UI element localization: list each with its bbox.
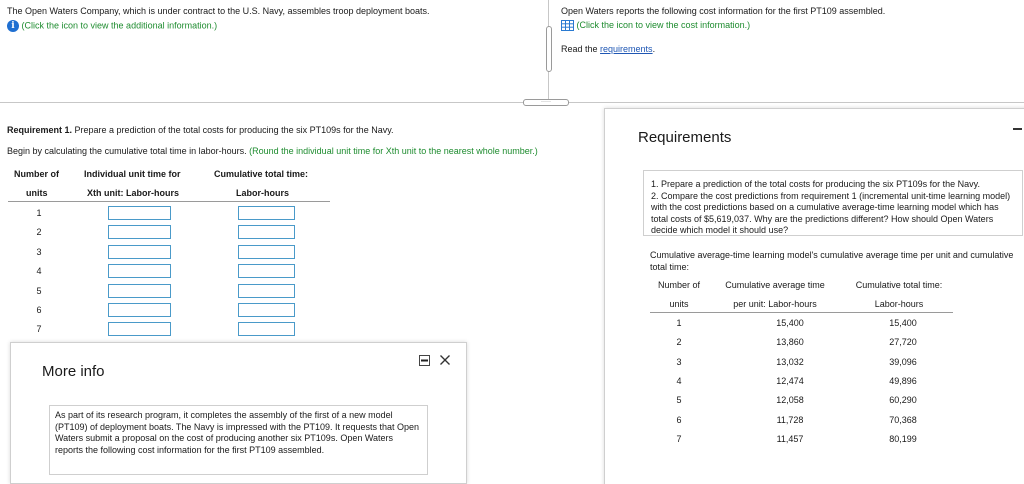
info-icon[interactable]: i (7, 20, 19, 32)
req-avg-cell: 15,400 (776, 318, 804, 328)
units-cell: 4 (36, 266, 42, 276)
individual-time-input[interactable] (108, 322, 171, 336)
vertical-resize-handle[interactable] (546, 26, 552, 72)
req-col-units-header-2: units (669, 299, 689, 309)
minimize-icon[interactable] (419, 355, 430, 366)
requirement1-heading: Requirement 1. Prepare a prediction of the total costs for producing the six PT109s for the Navy. (7, 125, 394, 135)
requirements-list (643, 170, 1023, 236)
req-avg-cell: 12,058 (776, 395, 804, 405)
read-requirements: Read the requirements. (561, 44, 656, 54)
req-avg-cell: 13,860 (776, 337, 804, 347)
requirement-item-2: 2. Compare the cost predictions from requirement 1 (incremental unit-time learning model) with the cost predictions based on a cumulative average-time learning model which has total costs of $5,619,037. Why are the predictions different? How should Open Waters decide which model it should use? (651, 190, 1011, 235)
requirement-item-1: 1. Prepare a prediction of the total costs for producing the six PT109s for the Navy. (651, 179, 981, 189)
table-header-rule (8, 201, 330, 202)
close-icon[interactable] (439, 354, 451, 366)
req-units-cell: 3 (676, 357, 682, 367)
cost-intro-text: Open Waters reports the following cost information for the first PT109 assembled. (561, 6, 886, 16)
more-info-popup (10, 342, 467, 484)
info-link[interactable]: (Click the icon to view the additional information.) (21, 20, 218, 31)
individual-time-input[interactable] (108, 264, 171, 278)
individual-time-input[interactable] (108, 284, 171, 298)
req-units-cell: 5 (676, 395, 682, 405)
requirements-popup (604, 108, 1024, 484)
horizontal-divider (0, 102, 1024, 103)
col-individual-header-2: Xth unit: Labor-hours (87, 188, 179, 198)
req-total-cell: 39,096 (889, 357, 917, 367)
col-units-header-2: units (26, 188, 48, 198)
req-units-cell: 2 (676, 337, 682, 347)
req-total-cell: 60,290 (889, 395, 917, 405)
individual-time-input[interactable] (108, 206, 171, 220)
more-info-title: More info (42, 363, 105, 380)
requirements-link[interactable]: requirements (600, 44, 653, 54)
cost-link[interactable]: (Click the icon to view the cost information.) (576, 20, 751, 30)
units-cell: 3 (36, 247, 42, 257)
table-icon[interactable] (561, 20, 574, 31)
req-table-rule (650, 312, 953, 313)
col-units-header-1: Number of (14, 169, 59, 179)
req-units-cell: 4 (676, 376, 682, 386)
req-total-cell: 80,199 (889, 434, 917, 444)
more-info-body: As part of its research program, it completes the assembly of the first of a new model (PT109) of deployment boats. The Navy is impressed with the PT109. It requests that Open Waters submit a proposal on the cost of producing another six PT109s. Open Waters reports the following cost information for the first PT109 assembled. (49, 405, 428, 475)
units-cell: 7 (36, 324, 42, 334)
cumulative-time-input[interactable] (238, 245, 295, 259)
units-cell: 5 (36, 286, 42, 296)
individual-time-input[interactable] (108, 225, 171, 239)
cumulative-time-input[interactable] (238, 264, 295, 278)
model-caption: Cumulative average-time learning model's cumulative average time per unit and cumulative total time: (650, 250, 1014, 272)
req-col-total-header-2: Labor-hours (874, 299, 924, 309)
units-cell: 6 (36, 305, 42, 315)
info-link-row[interactable] (7, 20, 217, 32)
req-total-cell: 70,368 (889, 415, 917, 425)
req-col-avg-header-1: Cumulative average time (725, 280, 825, 290)
individual-time-input[interactable] (108, 245, 171, 259)
cumulative-time-input[interactable] (238, 322, 295, 336)
req-avg-cell: 11,728 (776, 415, 804, 425)
req-avg-cell: 11,457 (776, 434, 804, 444)
col-cumulative-header-1: Cumulative total time: (214, 169, 309, 179)
cumulative-time-input[interactable] (238, 284, 295, 298)
col-cumulative-header-2: Labor-hours (236, 188, 289, 198)
cost-link-row[interactable] (561, 20, 750, 31)
req-avg-cell: 13,032 (776, 357, 804, 367)
units-cell: 1 (36, 208, 42, 218)
req-total-cell: 27,720 (889, 337, 917, 347)
req-avg-cell: 12,474 (776, 376, 804, 386)
req-units-cell: 1 (676, 318, 682, 328)
horizontal-resize-handle[interactable]: ····· (523, 99, 569, 106)
minimize-icon[interactable] (1013, 128, 1022, 130)
requirements-title: Requirements (638, 129, 732, 146)
req-total-cell: 15,400 (889, 318, 917, 328)
req-units-cell: 6 (676, 415, 682, 425)
req-col-total-header-1: Cumulative total time: (855, 280, 943, 290)
req-col-units-header-1: Number of (657, 280, 701, 290)
individual-time-input[interactable] (108, 303, 171, 317)
cumulative-time-input[interactable] (238, 206, 295, 220)
req-total-cell: 49,896 (889, 376, 917, 386)
cumulative-time-input[interactable] (238, 225, 295, 239)
req-col-avg-header-2: per unit: Labor-hours (733, 299, 817, 309)
intro-text: The Open Waters Company, which is under contract to the U.S. Navy, assembles troop deployment boats. (7, 6, 430, 16)
cumulative-time-input[interactable] (238, 303, 295, 317)
requirement1-instructions: Begin by calculating the cumulative total time in labor-hours. (Round the individual unit time for Xth unit to the nearest whole number.) (7, 146, 538, 156)
units-cell: 2 (36, 227, 42, 237)
req-units-cell: 7 (676, 434, 682, 444)
col-individual-header-1: Individual unit time for (84, 169, 181, 179)
